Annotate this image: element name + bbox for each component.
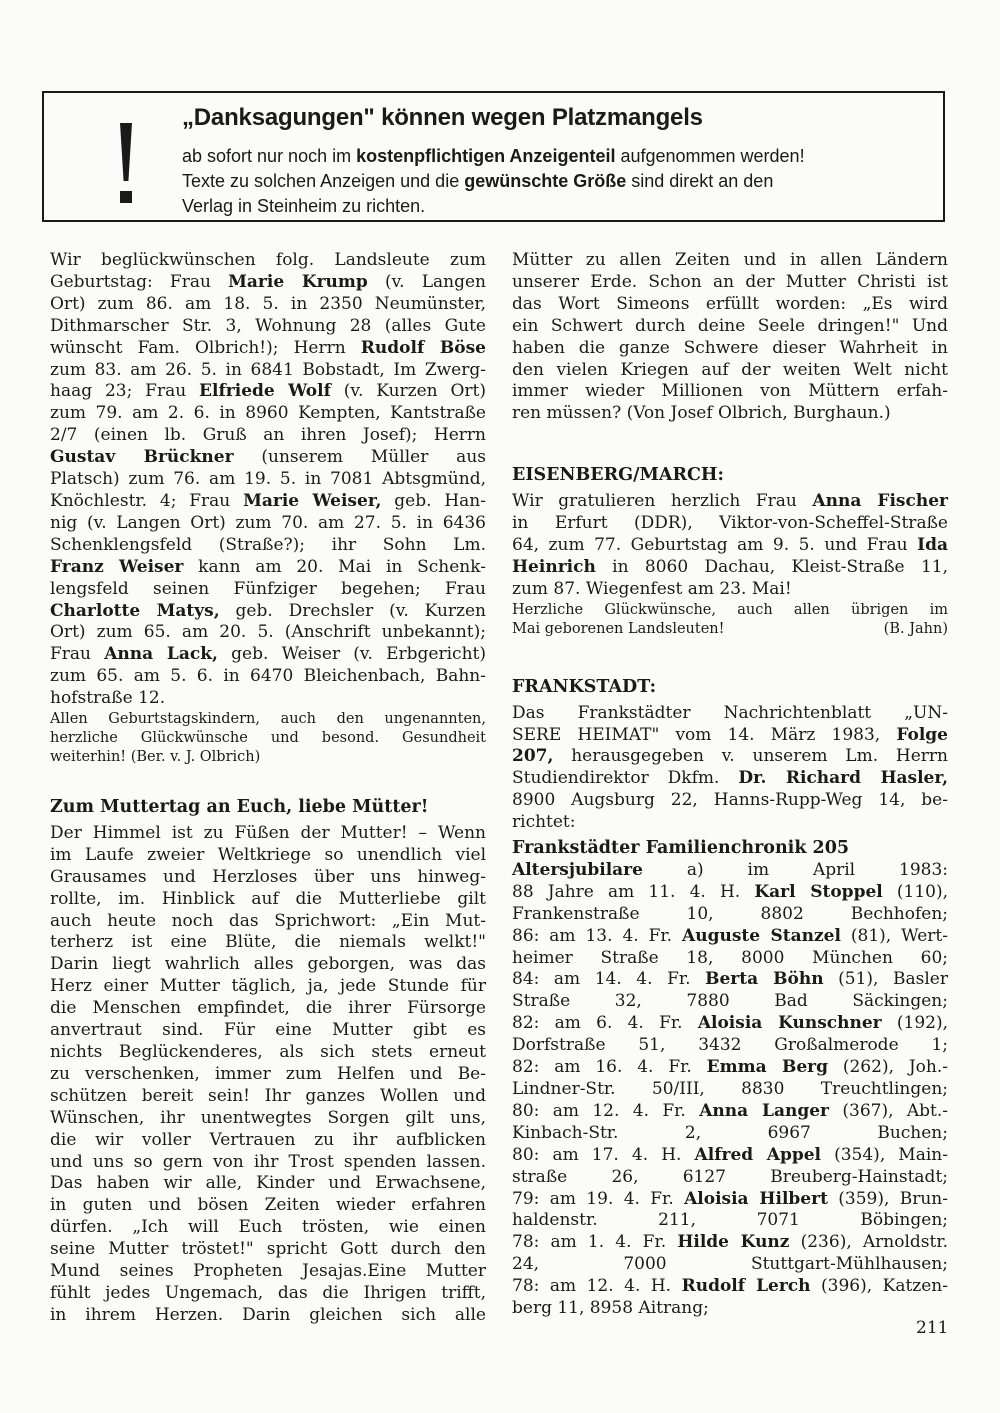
text-line: Straße 32, 7880 Bad Säckingen;: [512, 991, 948, 1012]
text-line: Knöchlestr. 4; Frau Marie Weiser, geb. Han-: [50, 490, 486, 511]
text-line: Franz Weiser kann am 20. Mai in Schenk-: [50, 556, 486, 577]
frankstadt-heading: FRANKSTADT:: [512, 676, 657, 697]
text-line: Kinbach-Str. 2, 6967 Buchen;: [512, 1122, 948, 1143]
text-line: zum 83. am 26. 5. in 6841 Bobstadt, Im Zwerg-: [50, 359, 486, 380]
text-line: richtet:: [512, 812, 576, 833]
text-line: in ihrem Herzen. Darin gleichen sich alle: [50, 1304, 486, 1325]
text-line: weiterhin! (Ber. v. J. Olbrich): [50, 749, 261, 766]
text-line: Wir gratulieren herzlich Frau Anna Fischer: [512, 491, 948, 512]
birthday-note: [50, 710, 486, 767]
text-line: Allen Geburtstagskindern, auch den ungenannten,: [50, 711, 486, 728]
text-line: immer wieder Millionen von Müttern erfah-: [512, 381, 948, 402]
muttertag-paragraph: [50, 823, 486, 1327]
text-line: heimer Straße 18, 8000 München 60;: [512, 947, 948, 968]
text-line: Wir beglückwünschen folg. Landsleute zum: [50, 250, 486, 270]
text-line: ren müssen? (Von Josef Olbrich, Burghaun.): [512, 403, 891, 424]
text-line: seine Mutter tröstet!" spricht Gott durch den: [50, 1239, 486, 1260]
text-line: 82: am 6. 4. Fr. Aloisia Kunschner (192),: [512, 1013, 948, 1034]
left-column: [50, 250, 486, 1327]
text-line: Ort) zum 86. am 18. 5. in 2350 Neumünster,: [50, 293, 486, 314]
text-line: unserer Erde. Schon an der Mutter Christi ist: [512, 271, 948, 292]
text-line: zum 65. am 5. 6. in 6470 Bleichenbach, Bahn-: [50, 666, 486, 687]
text-line: anvertraut sind. Für eine Mutter gibt es: [50, 1020, 486, 1041]
right-column: [512, 250, 948, 1320]
text-line: Altersjubilare a) im April 1983:: [512, 859, 948, 880]
text-line: Das Frankstädter Nachrichtenblatt „UN-: [512, 702, 948, 723]
text-line: Dithmarscher Str. 3, Wohnung 28 (alles Gute: [50, 315, 486, 336]
text-line: zum 87. Wiegenfest am 23. Mai!: [512, 578, 792, 599]
eisenberg-paragraph: [512, 491, 948, 601]
text-line: rollte, im. Hinblick auf die Mutterliebe gilt: [50, 888, 486, 909]
eisenberg-heading: EISENBERG/MARCH:: [512, 465, 724, 486]
text-line: 24, 7000 Stuttgart-Mühlhausen;: [512, 1254, 948, 1275]
text-line: 8900 Augsburg 22, Hanns-Rupp-Weg 14, be-: [512, 790, 948, 811]
text-line: 207, herausgegeben v. unserem Lm. Herrn: [512, 746, 948, 767]
text-line: auch heute noch das Sprichwort: „Ein Mut-: [50, 910, 486, 931]
text-line: Lindner-Str. 50/III, 8830 Treuchtlingen;: [512, 1079, 948, 1099]
text-line: Das haben wir alle, Kinder und Erwachsene,: [50, 1173, 486, 1194]
text-line: Herz einer Mutter täglich, ja, jede Stunde für: [50, 976, 486, 997]
text-line: 80: am 12. 4. Fr. Anna Langer (367), Abt.-: [512, 1100, 948, 1121]
text-line: haldenstr. 211, 7071 Böbingen;: [512, 1210, 948, 1231]
text-line: die Menschen empfindet, die ihrer Fürsorge: [50, 998, 486, 1019]
text-line: die wir voller Vertrauen zu ihr aufblicken: [50, 1129, 486, 1150]
text-line: schützen bereit sein! Ihr ganzes Wollen und: [50, 1085, 486, 1106]
text-line: Geburtstag: Frau Marie Krump (v. Langen: [50, 271, 487, 292]
exclamation-icon: [116, 123, 136, 207]
text-line: terherz ist eine Blüte, die niemals welkt!": [50, 932, 486, 953]
text-line: haag 23; Frau Elfriede Wolf (v. Kurzen Ort): [50, 381, 486, 402]
notice-title: „Danksagungen" können wegen Platzmangels: [182, 104, 703, 131]
text-line: Der Himmel ist zu Füßen der Mutter! – Wenn: [50, 822, 486, 843]
text-line: Mütter zu allen Zeiten und in allen Ländern: [512, 250, 948, 270]
text-line: im Laufe zweier Weltkriege so unendlich viel: [50, 844, 486, 865]
text-line: ein Schwert durch deine Seele dringen!" Und: [512, 315, 948, 336]
text-line: haben die ganze Schwere dieser Wahrheit in: [512, 337, 948, 358]
text-line: lengsfeld seinen Fünfziger begehen; Frau: [50, 578, 486, 599]
text-line: in Erfurt (DDR), Viktor-von-Scheffel-Straße: [512, 513, 948, 534]
text-line: Platsch) zum 76. am 19. 5. in 7081 Abtsgmünd,: [50, 469, 486, 490]
text-line: Grausames und Herzloses über uns hinweg-: [50, 866, 486, 887]
text-line: fühlt jedes Ungemach, das die Ihrigen trifft,: [50, 1282, 486, 1303]
text-line: 64, zum 77. Geburtstag am 9. 5. und Frau Ida: [512, 534, 948, 555]
text-line: Mund seines Propheten Jesajas.Eine Mutter: [50, 1261, 486, 1282]
text-line: Frau Anna Lack, geb. Weiser (v. Erbgericht): [50, 644, 486, 665]
text-line: 78: am 1. 4. Fr. Hilde Kunz (236), Arnoldstr.: [512, 1232, 949, 1253]
text-line: 84: am 14. 4. Fr. Berta Böhn (51), Basler: [512, 969, 948, 990]
text-line: und uns so gern von ihr Trost spenden lassen.: [50, 1151, 486, 1172]
text-line: Darin liegt wahrlich alles geborgen, was das: [50, 954, 486, 975]
text-line: Dorfstraße 51, 3432 Großalmerode 1;: [512, 1035, 948, 1056]
text-line: 88 Jahre am 11. 4. H. Karl Stoppel (110),: [512, 881, 948, 902]
text-line: nig (v. Langen Ort) zum 70. am 27. 5. in 6436: [50, 512, 486, 533]
text-line: Charlotte Matys, geb. Drechsler (v. Kurzen: [50, 600, 486, 621]
text-line: 2/7 (einen lb. Gruß an ihren Josef); Herrn: [50, 425, 486, 446]
text-line: Ort) zum 65. am 20. 5. (Anschrift unbekannt);: [50, 622, 486, 643]
birthday-paragraph: [50, 250, 486, 710]
eisenberg-note: Herzliche Glückwünsche, auch allen übrigen im Mai geborenen Landsleuten! (B. Jahn): [512, 601, 948, 637]
text-line: SERE HEIMAT" vom 14. März 1983, Folge: [512, 724, 948, 745]
text-line: 79: am 19. 4. Fr. Aloisia Hilbert (359), Brun-: [512, 1188, 948, 1209]
text-line: straße 26, 6127 Breuberg-Hainstadt;: [512, 1166, 948, 1187]
text-line: Schenklengsfeld (Straße?); ihr Sohn Lm.: [50, 534, 486, 555]
page-number: 211: [916, 1318, 949, 1338]
text-line: hofstraße 12.: [50, 688, 166, 709]
frankstadt-paragraph: [512, 703, 948, 834]
text-line: berg 11, 8958 Aitrang;: [512, 1298, 709, 1319]
text-line: in guten und bösen Zeiten wieder erfahren: [50, 1195, 486, 1216]
text-line: 80: am 17. 4. H. Alfred Appel (354), Main-: [512, 1144, 948, 1165]
text-line: Wünschen, ihr unentwegtes Sorgen gilt uns,: [50, 1107, 486, 1128]
text-line: den vielen Kriegen auf der weiten Welt nicht: [512, 359, 948, 380]
muttertag-continuation: [512, 250, 948, 425]
muttertag-heading: Zum Muttertag an Euch, liebe Mütter!: [50, 797, 429, 818]
text-line: 82: am 16. 4. Fr. Emma Berg (262), Joh.-: [512, 1057, 948, 1078]
chronik-heading: Frankstädter Familienchronik 205: [512, 838, 850, 859]
text-line: Gustav Brückner (unserem Müller aus: [50, 447, 486, 468]
text-line: herzliche Glückwünsche und besond. Gesundheit: [50, 730, 486, 747]
text-line: 78: am 12. 4. H. Rudolf Lerch (396), Katzen-: [512, 1276, 948, 1297]
eisenberg-note-author: (B. Jahn): [883, 620, 948, 637]
text-line: dürfen. „Ich will Euch trösten, wie einen: [50, 1217, 486, 1238]
text-line: nichts Beglückenderes, als sich stets erneut: [50, 1042, 486, 1062]
text-line: zu verschenken, immer zum Helfen und Be-: [50, 1063, 486, 1084]
text-line: zum 79. am 2. 6. in 8960 Kempten, Kantstraße: [50, 403, 486, 424]
notice-box: [42, 91, 945, 222]
notice-text: ab sofort nur noch im kostenpflichtigen Anzeigenteil aufgenommen werden! Texte zu solchen Anzeigen und die gewünschte Größe sind direkt an den Verlag in Steinheim zu richten.: [182, 146, 805, 216]
chronik-list: [512, 860, 948, 1320]
text-line: Heinrich in 8060 Dachau, Kleist-Straße 11,: [512, 556, 948, 577]
text-line: Frankenstraße 10, 8802 Bechhofen;: [512, 903, 948, 924]
text-line: wünscht Fam. Olbrich!); Herrn Rudolf Böse: [50, 337, 487, 358]
text-line: das Wort Simeons erfüllt worden: „Es wird: [512, 293, 948, 314]
text-line: 86: am 13. 4. Fr. Auguste Stanzel (81), Wert-: [512, 925, 948, 946]
text-line: Studiendirektor Dkfm. Dr. Richard Hasler,: [512, 768, 949, 789]
